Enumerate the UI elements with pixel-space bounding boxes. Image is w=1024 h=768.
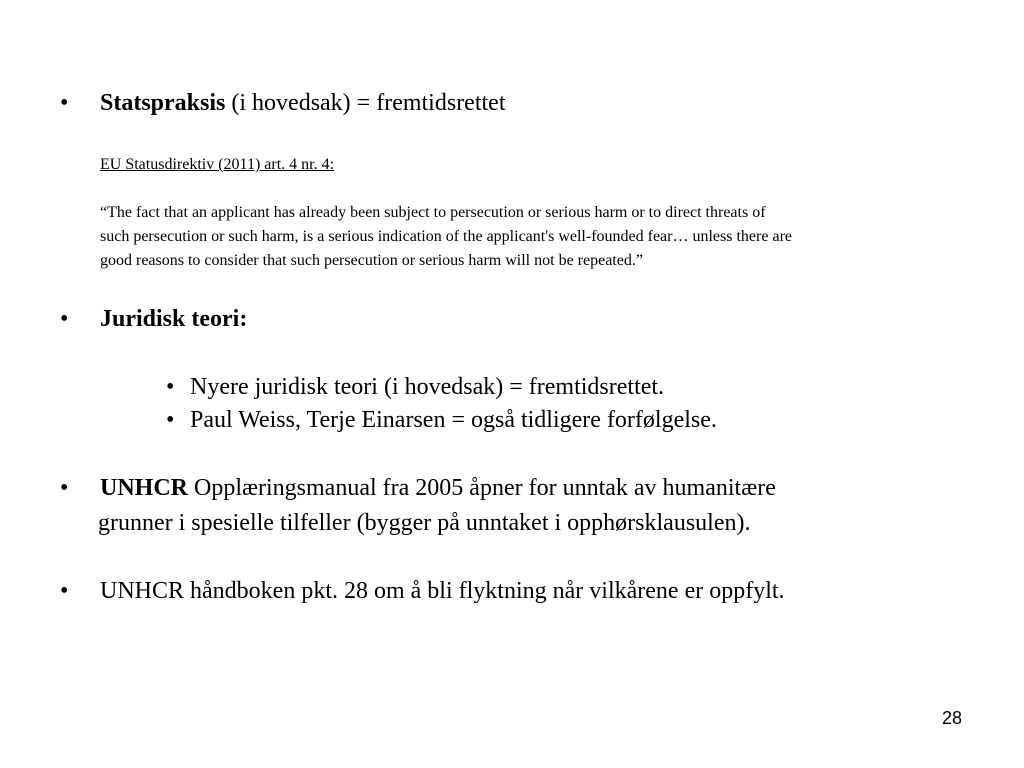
eu-directive-heading: EU Statusdirektiv (2011) art. 4 nr. 4:	[100, 156, 335, 173]
bullet-marker: •	[60, 578, 69, 604]
quote-line: good reasons to consider that such persecution or serious harm will not be repeated.”	[100, 252, 643, 269]
bullet-marker: •	[60, 306, 69, 332]
unhcr-rest: Opplæringsmanual fra 2005 åpner for unntak av humanitære	[188, 475, 776, 501]
statspraksis-bold: Statspraksis	[100, 90, 226, 116]
eu-directive-quote	[100, 201, 792, 273]
unhcr-continuation: grunner i spesielle tilfeller (bygger på unntaket i opphørsklausulen).	[98, 510, 751, 536]
handbok-text: UNHCR håndboken pkt. 28 om å bli flyktning når vilkårene er oppfylt.	[100, 578, 785, 604]
bullet-marker: •	[60, 90, 69, 116]
unhcr-bold: UNHCR	[100, 475, 188, 501]
sub-bullet-marker: •	[166, 407, 175, 433]
sub-bullet-text: Nyere juridisk teori (i hovedsak) = fremtidsrettet.	[190, 374, 665, 400]
bullet-marker: •	[60, 475, 69, 501]
sub-bullet-text: Paul Weiss, Terje Einarsen = også tidligere forfølgelse.	[190, 407, 717, 433]
quote-line: such persecution or such harm, is a serious indication of the applicant's well-founded fear… unless there are	[100, 228, 792, 245]
bullet-text	[100, 471, 776, 505]
bullet-text	[100, 86, 506, 120]
page-number: 28	[941, 708, 962, 728]
statspraksis-rest: (i hovedsak) = fremtidsrettet	[225, 90, 506, 116]
sub-bullet-marker: •	[166, 374, 175, 400]
quote-line: “The fact that an applicant has already been subject to persecution or serious harm or to direct threats of	[100, 204, 766, 221]
juridisk-teori-bold: Juridisk teori:	[100, 306, 248, 332]
